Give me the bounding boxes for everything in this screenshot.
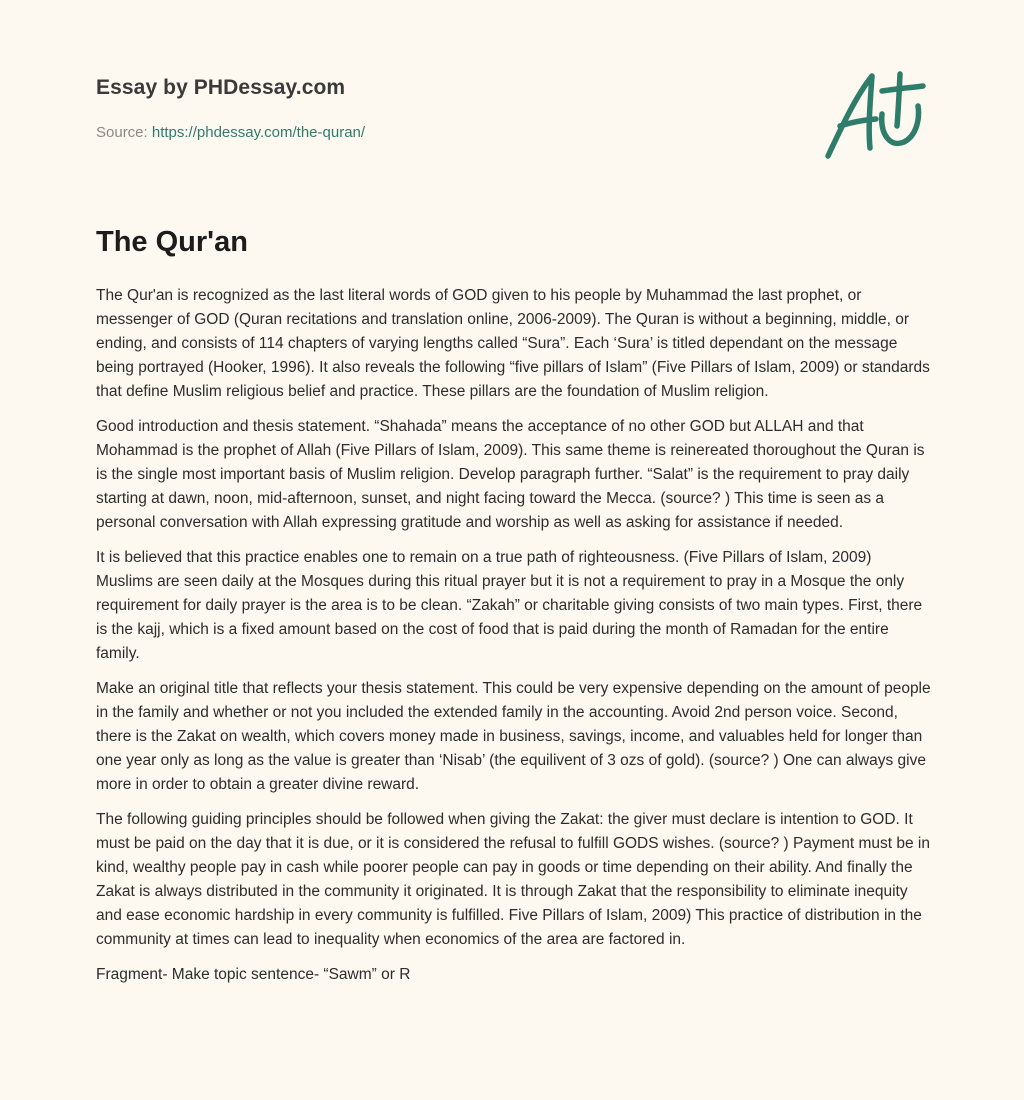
essay-paragraph: Fragment- Make topic sentence- “Sawm” or R	[96, 966, 411, 983]
essay-paragraph: The following guiding principles should be followed when giving the Zakat: the giver must declare is intention to GOD. It must be paid on the day that it is due, or it is considered the refusal to fulfill GODS wishes. (source? ) Payment must be in kind, wealthy people pay in cash while poorer people can pay in goods or time depending on their ability. And finally the Zakat is always distributed in the community it originated. It is through Zakat that the responsibility to eliminate inequity and ease economic hardship in every community is fulfilled. Five Pillars of Islam, 2009) This practice of distribution in the community at times can lead to inequality when economics of the area are factored in.	[96, 811, 930, 948]
essay-paragraph: The Qur'an is recognized as the last literal words of GOD given to his people by Muhammad the last prophet, or messenger of GOD (Quran recitations and translation online, 2006-2009). The Quran is without a beginning, middle, or ending, and consists of 114 chapters of varying lengths called “Sura”. Each ‘Sura’ is titled dependant on the message being portrayed (Hooker, 1996). It also reveals the following “five pillars of Islam” (Five Pillars of Islam, 2009) or standards that define Muslim religious belief and practice. These pillars are the foundation of Muslim religion.	[96, 287, 930, 400]
essay-body	[96, 284, 932, 998]
source-link[interactable]: https://phdessay.com/the-quran/	[151, 124, 366, 141]
essay-paragraph: Make an original title that reflects your thesis statement. This could be very expensive depending on the amount of people in the family and whether or not you included the extended family in the accounting. Avoid 2nd person voice. Second, there is the Zakat on wealth, which covers money made in business, savings, income, and valuables held for longer than one year only as long as the value is greater than ‘Nisab’ (the equilivent of 3 ozs of gold). (source? ) One can always give more in order to obtain a greater divine reward.	[96, 680, 931, 793]
essay-paragraph: It is believed that this practice enables one to remain on a true path of righteousness. (Five Pillars of Islam, 2009) Muslims are seen daily at the Mosques during this ritual prayer but it is not a requirement to pray in a Mosque the only requirement for daily prayer is the area is to be clean. “Zakah” or charitable giving consists of two main types. First, there is the kajj, which is a fixed amount based on the cost of food that is paid during the month of Ramadan for the entire family.	[96, 549, 923, 662]
page-header	[96, 0, 932, 200]
essay-title: The Qur'an	[96, 226, 248, 258]
a-plus-grade-icon	[824, 66, 928, 166]
essay-paragraph: Good introduction and thesis statement. “Shahada” means the acceptance of no other GOD but ALLAH and that Mohammad is the prophet of Allah (Five Pillars of Islam, 2009). This same theme is reinereated thoroughout the Quran is is the single most important basis of Muslim religion. Develop paragraph further. “Salat” is the requirement to pray daily starting at dawn, noon, mid-afternoon, sunset, and night facing toward the Mecca. (source? ) This time is seen as a personal conversation with Allah expressing gratitude and worship as well as asking for assistance if needed.	[96, 418, 925, 531]
essay-page	[96, 0, 932, 1100]
site-brand: Essay by PHDessay.com	[96, 76, 346, 99]
source-line	[96, 124, 365, 141]
source-label: Source:	[96, 124, 152, 141]
